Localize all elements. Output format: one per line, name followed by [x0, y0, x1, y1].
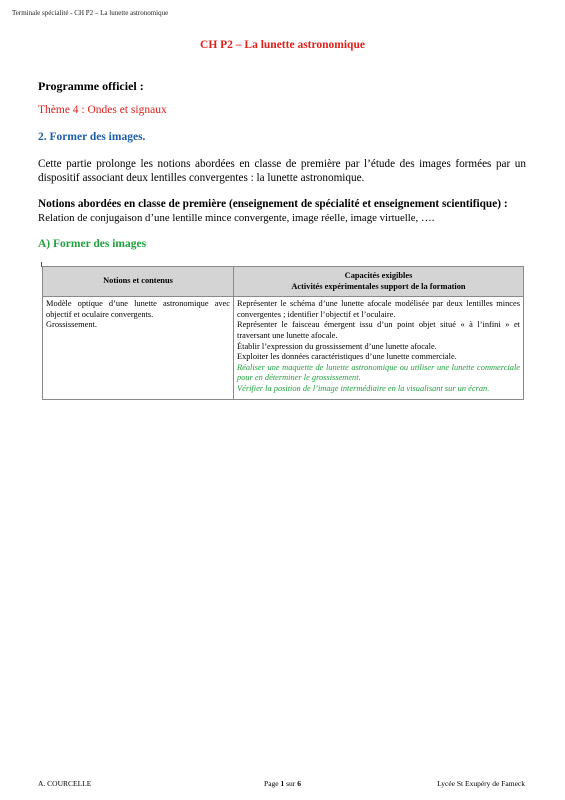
capacities-cell [234, 297, 524, 399]
intro-paragraph: Cette partie prolonge les notions abordées en classe de première par l’étude des images formées par un dispositif associant deux lentilles convergentes : la lunette astronomique. [38, 158, 526, 184]
notions-cell-text: Modèle optique d’une lunette astronomique avec objectif et oculaire convergents. [46, 299, 230, 319]
page-total: 6 [297, 779, 301, 788]
page-sep: sur [286, 779, 296, 788]
page-current: 1 [280, 779, 285, 788]
theme-label: Thème 4 : Ondes et signaux [38, 104, 167, 116]
capacity-item: Exploiter les données caractéristiques d’une lunette commerciale. [237, 352, 457, 362]
capacities-header-line1: Capacités exigibles [344, 271, 413, 280]
footer-school: Lycée St Exupéry de Fameck [437, 779, 525, 788]
capacity-item: Établir l’expression du grossissement d’une lunette afocale. [237, 341, 437, 351]
capacity-item: Représenter le faisceau émergent issu d’un point objet situé « à l’infini » et traversant une lunette afocale. [237, 320, 520, 340]
notions-cell-text-2: Grossissement. [46, 320, 97, 330]
notions-heading: Notions abordées en classe de première (enseignement de spécialité et enseignement scientifique) : [38, 198, 508, 210]
programme-table [42, 266, 524, 400]
table-header-capacities [234, 267, 524, 297]
notions-cell [43, 297, 234, 399]
capacity-item: Représenter le schéma d’une lunette afocale modélisée par deux lentilles minces convergentes ; identifier l’objectif et l’oculaire. [237, 299, 520, 319]
running-header: Terminale spécialité - CH P2 – La lunette astronomique [12, 9, 169, 17]
table-row [43, 297, 524, 399]
activity-item: Vérifier la position de l’image intermédiaire en la visualisant sur un écran. [237, 383, 490, 393]
page-title: CH P2 – La lunette astronomique [200, 39, 365, 51]
table-header-row [43, 267, 524, 297]
activity-item: Réaliser une maquette de lunette astronomique ou utiliser une lunette commerciale pour en déterminer le grossissement. [237, 362, 520, 383]
notions-text: Relation de conjugaison d’une lentille mince convergente, image réelle, image virtuelle, …. [38, 212, 435, 224]
page-prefix: Page [264, 779, 279, 788]
table-header-notions: Notions et contenus [43, 267, 234, 297]
capacities-header-line2: Activités expérimentales support de la formation [291, 281, 466, 291]
section-heading-former-images: 2. Former des images. [38, 131, 146, 143]
programme-heading: Programme officiel : [38, 79, 144, 93]
footer-author: A. COURCELLE [38, 779, 92, 788]
section-a-heading: A) Former des images [38, 238, 147, 250]
